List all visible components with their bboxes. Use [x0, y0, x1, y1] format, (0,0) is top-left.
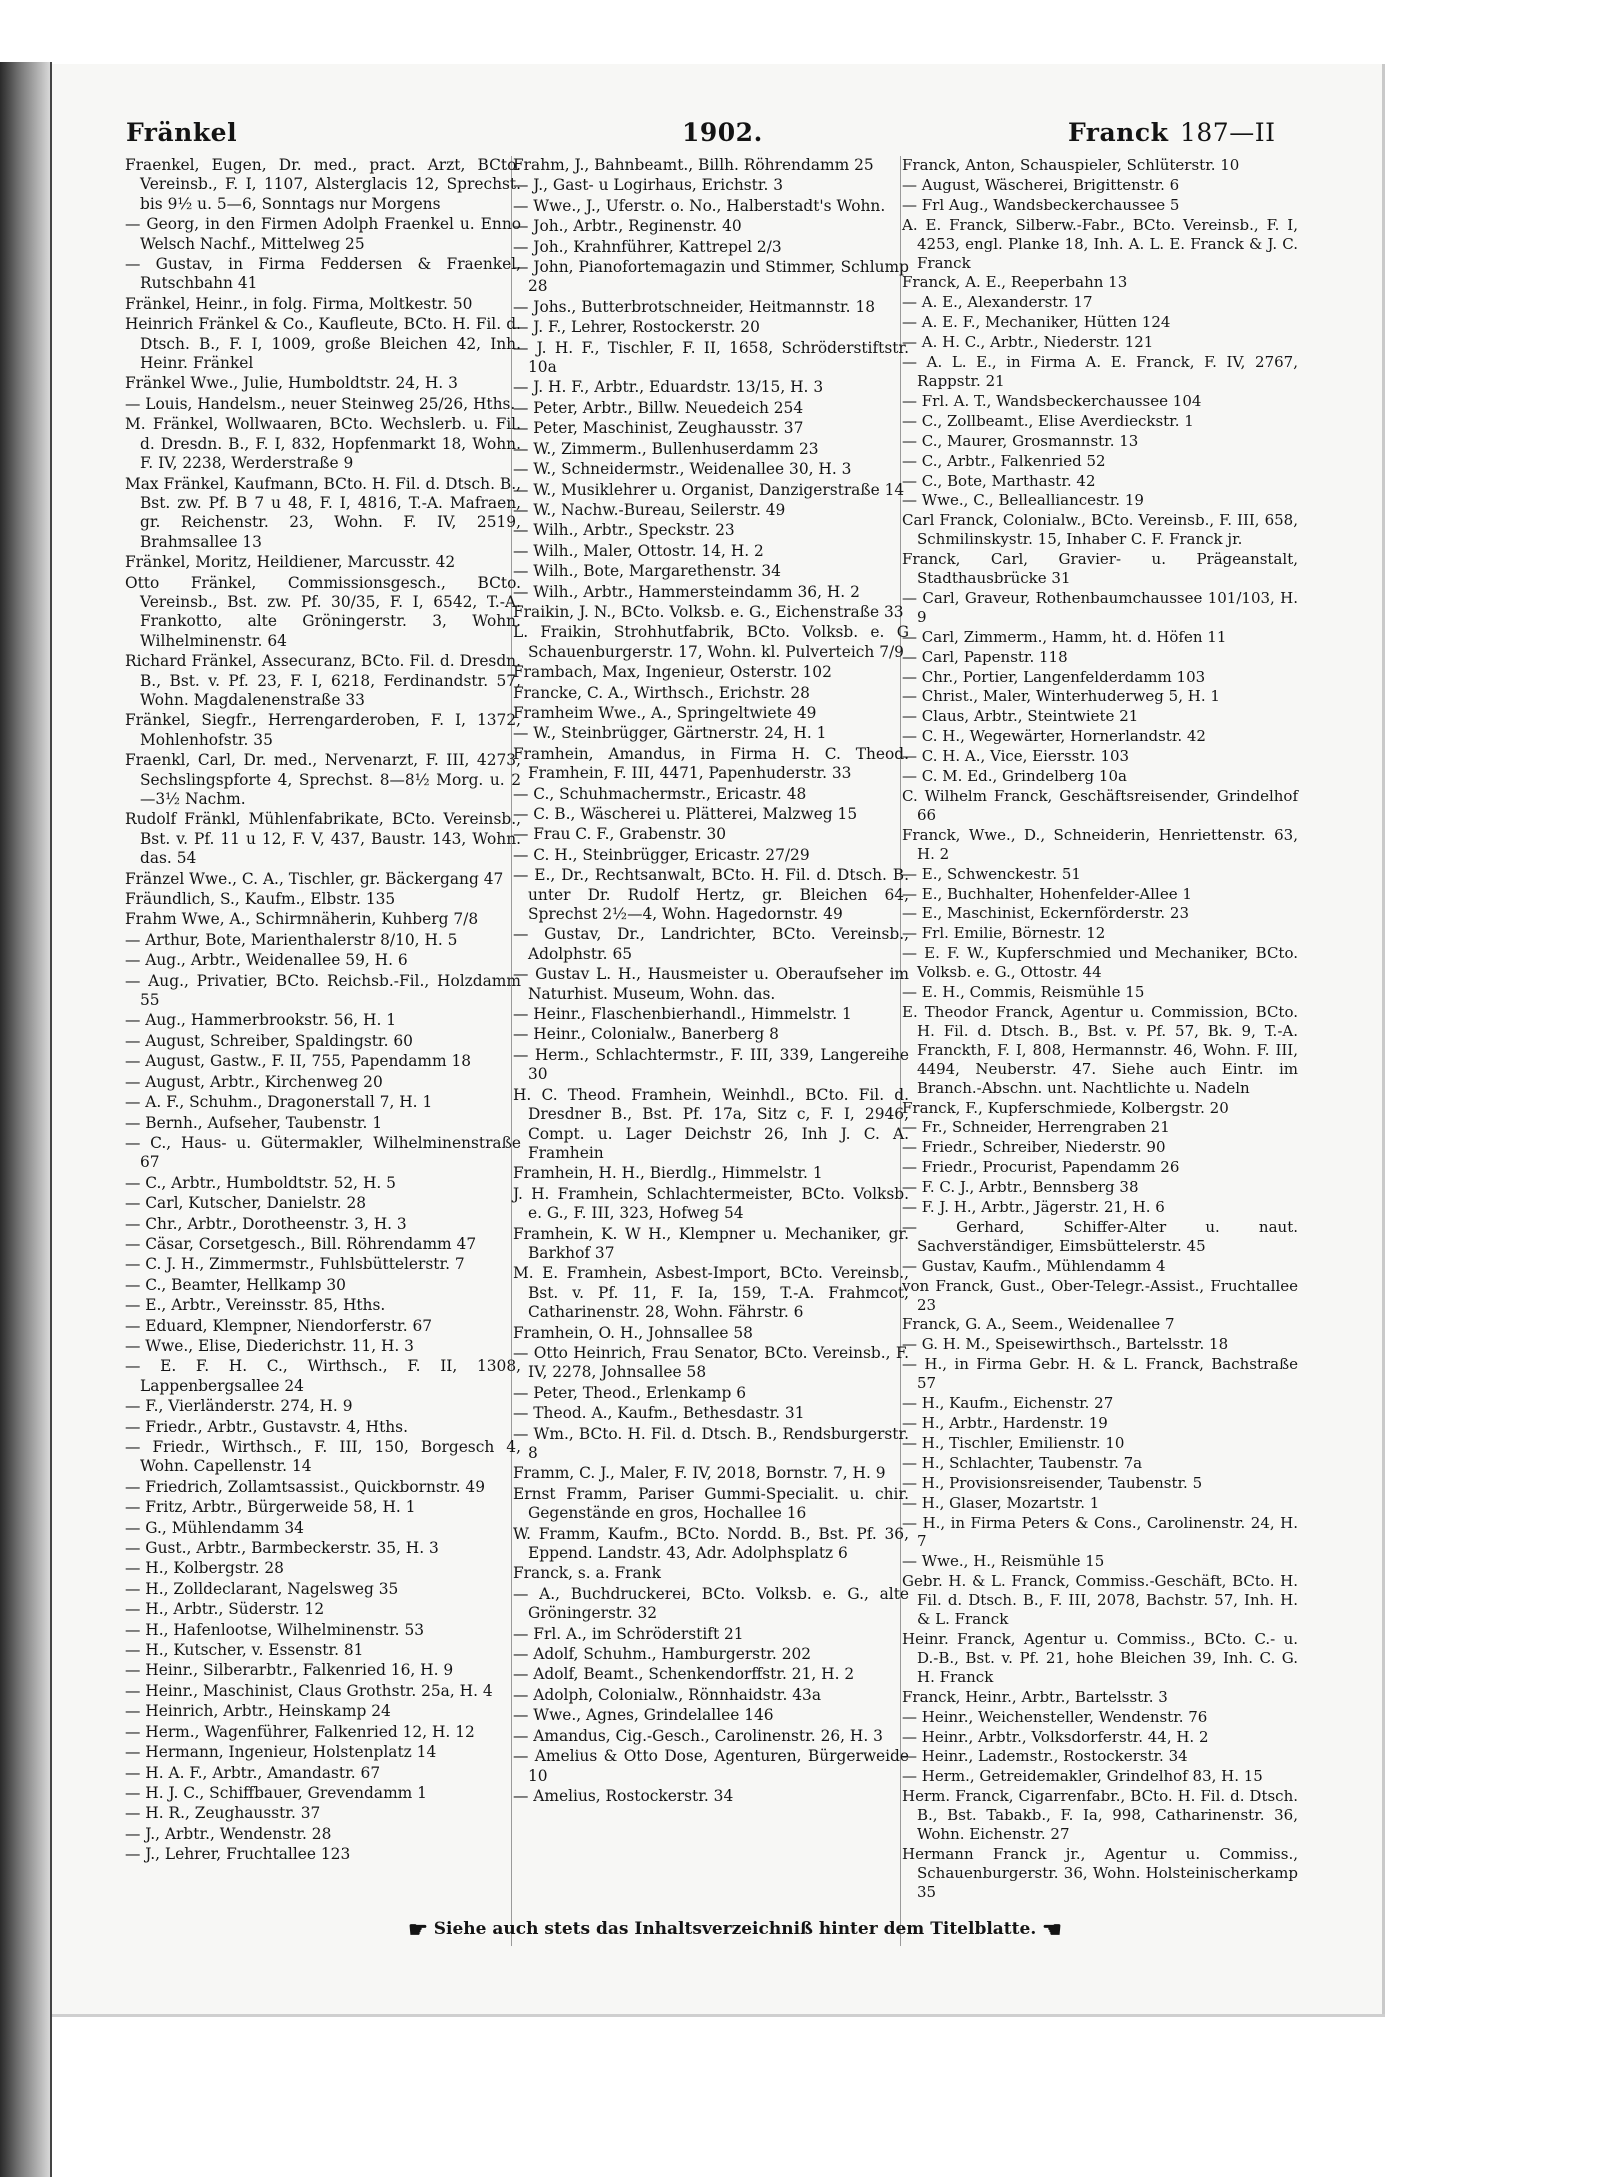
directory-entry: — F. J. H., Arbtr., Jägerstr. 21, H. 6: [902, 1198, 1165, 1217]
directory-entry: — E., Dr., Rechtsanwalt, BCto. H. Fil. d. Dtsch. B. unter Dr. Rudolf Hertz, gr. Bleichen 64, Sprechst 2½—4, Wohn. Hagedornstr. 49: [513, 866, 909, 924]
header-left-keyword: Fränkel: [126, 118, 238, 147]
directory-entry: — Peter, Maschinist, Zeughausstr. 37: [513, 419, 804, 438]
directory-entry: — J. F., Lehrer, Rostockerstr. 20: [513, 318, 760, 337]
directory-entry: — W., Schneidermstr., Weidenallee 30, H. 3: [513, 460, 852, 479]
directory-entry: — Wilh., Arbtr., Speckstr. 23: [513, 521, 735, 540]
directory-entry: — Friedr., Schreiber, Niederstr. 90: [902, 1138, 1166, 1157]
page-footer: [390, 1917, 1080, 1941]
directory-entry: — H., in Firma Gebr. H. & L. Franck, Bachstraße 57: [902, 1355, 1298, 1393]
directory-entry: — Otto Heinrich, Frau Senator, BCto. Vereinsb., F. IV, 2278, Johnsallee 58: [513, 1343, 909, 1382]
directory-entry: — C. H., Steinbrügger, Ericastr. 27/29: [513, 845, 810, 864]
directory-entry: — August, Gastw., F. II, 755, Papendamm 18: [125, 1052, 472, 1071]
directory-entry: — Chr., Portier, Langenfelderdamm 103: [902, 667, 1206, 686]
directory-entry: — Theod. A., Kaufm., Bethesdastr. 31: [513, 1404, 805, 1423]
directory-entry: — Wwe., Agnes, Grindelallee 146: [513, 1706, 774, 1725]
directory-entry: Fräundlich, S., Kaufm., Elbstr. 135: [125, 890, 396, 909]
directory-entry: Francke, C. A., Wirthsch., Erichstr. 28: [513, 683, 810, 702]
directory-entry: Fränkel, Siegfr., Herrengarderoben, F. I, 1372, Mohlenhofstr. 35: [125, 711, 521, 749]
directory-entry: Max Fränkel, Kaufmann, BCto. H. Fil. d. Dtsch. B., Bst. zw. Pf. B 7 u 48, F. I, 4816, T.-A. Mafraen, gr. Reichenstr. 23, Wohn. F. IV, 2519, Brahmsallee 13: [125, 474, 521, 551]
directory-entry: M. Fränkel, Wollwaaren, BCto. Wechslerb. u. Fil. d. Dresdn. B., F. I, 832, Hopfenmarkt 18, Wohn. F. IV, 2238, Werderstraße 9: [125, 415, 521, 473]
directory-entry: — Heinr., Weichensteller, Wendenstr. 76: [902, 1707, 1208, 1726]
directory-entry: — C. M. Ed., Grindelberg 10a: [902, 767, 1127, 786]
header-right-keyword: Franck: [1068, 118, 1169, 147]
directory-entry: — Chr., Arbtr., Dorotheenstr. 3, H. 3: [125, 1214, 407, 1233]
directory-entry: — Aug., Arbtr., Weidenallee 59, H. 6: [125, 951, 408, 970]
directory-entry: — H., Kaufm., Eichenstr. 27: [902, 1394, 1114, 1413]
directory-entry: — H. R., Zeughausstr. 37: [125, 1804, 321, 1823]
directory-entry: — C., Zollbeamt., Elise Averdieckstr. 1: [902, 411, 1194, 430]
directory-entry: — H., Tischler, Emilienstr. 10: [902, 1433, 1125, 1452]
directory-entry: — Georg, in den Firmen Adolph Fraenkel u. Enno Welsch Nachf., Mittelweg 25: [125, 215, 521, 253]
directory-entry: — W., Musiklehrer u. Organist, Danzigerstraße 14: [513, 480, 905, 499]
directory-entry: Gebr. H. & L. Franck, Commiss.-Geschäft, BCto. H. Fil. d. Dtsch. B., F. III, 2078, Bachstr. 57, Inh. H. & L. Franck: [902, 1572, 1298, 1629]
directory-entry: — Amelius, Rostockerstr. 34: [513, 1786, 734, 1805]
directory-entry: Fränkel Wwe., Julie, Humboldtstr. 24, H. 3: [125, 374, 458, 393]
directory-entry: — Gustav, Dr., Landrichter, BCto. Vereinsb., Adolphstr. 65: [513, 925, 909, 963]
directory-entry: W. Framm, Kaufm., BCto. Nordd. B., Bst. Pf. 36, Eppend. Landstr. 43, Adr. Adolphsplatz 6: [513, 1524, 909, 1563]
directory-entry: — Gustav, in Firma Feddersen & Fraenkel, Rutschbahn 41: [125, 255, 521, 293]
directory-entry: — Carl, Zimmerm., Hamm, ht. d. Höfen 11: [902, 627, 1227, 646]
directory-entry: Heinrich Fränkel & Co., Kaufleute, BCto. H. Fil. d. Dtsch. B., F. I, 1009, große Bleichen 42, Inh. Heinr. Fränkel: [125, 315, 521, 373]
directory-entry: Framm, C. J., Maler, F. IV, 2018, Bornstr. 7, H. 9: [513, 1464, 886, 1483]
directory-entry: Franck, F., Kupferschmiede, Kolbergstr. 20: [902, 1098, 1229, 1117]
directory-entry: — Carl, Kutscher, Danielstr. 28: [125, 1194, 367, 1213]
pointing-hand-right-icon: ☛: [408, 1917, 428, 1943]
directory-entry: — Friedrich, Zollamtsassist., Quickbornstr. 49: [125, 1477, 486, 1496]
directory-entry: — H. J. C., Schiffbauer, Grevendamm 1: [125, 1783, 427, 1802]
directory-column-2: [513, 156, 909, 1807]
directory-entry: C. Wilhelm Franck, Geschäftsreisender, Grindelhof 66: [902, 787, 1298, 824]
directory-entry: — J., Arbtr., Wendenstr. 28: [125, 1824, 332, 1843]
directory-entry: — J. H. F., Arbtr., Eduardstr. 13/15, H. 3: [513, 378, 824, 397]
directory-entry: — Adolf, Schuhm., Hamburgerstr. 202: [513, 1645, 812, 1664]
directory-entry: — Amandus, Cig.-Gesch., Carolinenstr. 26, H. 3: [513, 1726, 883, 1745]
directory-entry: — Arthur, Bote, Marienthalerstr 8/10, H. 5: [125, 930, 458, 949]
directory-entry: Fraikin, J. N., BCto. Volksb. e. G., Eichenstraße 33: [513, 602, 904, 621]
directory-entry: A. E. Franck, Silberw.-Fabr., BCto. Vereinsb., F. I, 4253, engl. Planke 18, Inh. A. L. E. Franck & J. C. Franck: [902, 215, 1298, 272]
directory-entry: — Carl, Graveur, Rothenbaumchaussee 101/103, H. 9: [902, 588, 1298, 626]
directory-entry: Franck, Anton, Schauspieler, Schlüterstr. 10: [902, 156, 1240, 174]
directory-entry: — H., Kutscher, v. Essenstr. 81: [125, 1641, 364, 1660]
directory-entry: — Friedr., Procurist, Papendamm 26: [902, 1158, 1180, 1177]
directory-entry: — A. E. F., Mechaniker, Hütten 124: [902, 313, 1171, 332]
directory-entry: — Bernh., Aufseher, Taubenstr. 1: [125, 1113, 383, 1132]
page-bottom-edge: [52, 2014, 1385, 2017]
directory-entry: — Fritz, Arbtr., Bürgerweide 58, H. 1: [125, 1498, 416, 1517]
directory-entry: — Hermann, Ingenieur, Holstenplatz 14: [125, 1743, 437, 1762]
directory-entry: — C., Schuhmachermstr., Ericastr. 48: [513, 784, 807, 803]
directory-entry: — Gust., Arbtr., Barmbeckerstr. 35, H. 3: [125, 1539, 439, 1558]
directory-entry: — C., Maurer, Grosmannstr. 13: [902, 431, 1139, 450]
directory-entry: — Frl Aug., Wandsbeckerchaussee 5: [902, 195, 1180, 214]
directory-entry: H. C. Theod. Framhein, Weinhdl., BCto. Fil. d. Dresdner B., Bst. Pf. 17a, Sitz c, F. I, 2946, Compt. u. Lager Deichstr 26, Inh J. C. A. Framhein: [513, 1085, 909, 1162]
directory-entry: — Wwe., H., Reismühle 15: [902, 1552, 1105, 1571]
directory-entry: — Adolf, Beamt., Schenkendorffstr. 21, H. 2: [513, 1665, 855, 1684]
directory-entry: Framhein, Amandus, in Firma H. C. Theod. Framhein, F. III, 4471, Papenhuderstr. 33: [513, 744, 909, 783]
directory-entry: — A., Buchdruckerei, BCto. Volksb. e. G., alte Gröningerstr. 32: [513, 1584, 909, 1623]
directory-entry: L. Fraikin, Strohhutfabrik, BCto. Volksb. e. G Schauenburgerstr. 17, Wohn. kl. Pulverteich 7/9: [513, 623, 909, 661]
directory-entry: — Eduard, Klempner, Niendorferstr. 67: [125, 1316, 433, 1335]
directory-entry: — C., Haus- u. Gütermakler, Wilhelminenstraße 67: [125, 1133, 521, 1172]
directory-entry: — Joh., Krahnführer, Kattrepel 2/3: [513, 237, 782, 256]
directory-entry: J. H. Framhein, Schlachtermeister, BCto. Volksb. e. G., F. III, 323, Hofweg 54: [513, 1184, 909, 1223]
directory-entry: Hermann Franck jr., Agentur u. Commiss., Schauenburgerstr. 36, Wohn. Holsteinischerkamp 35: [902, 1844, 1298, 1901]
directory-entry: — Christ., Maler, Winterhuderweg 5, H. 1: [902, 687, 1220, 706]
directory-entry: Frambach, Max, Ingenieur, Osterstr. 102: [513, 663, 832, 682]
page-edge: [1382, 64, 1385, 2014]
page-number: 187—II: [1180, 118, 1276, 147]
directory-entry: — J. H. F., Tischler, F. II, 1658, Schröderstiftstr. 10a: [513, 338, 909, 377]
directory-entry: — G., Mühlendamm 34: [125, 1518, 304, 1537]
directory-entry: — Carl, Papenstr. 118: [902, 647, 1068, 666]
directory-entry: — A. F., Schuhm., Dragonerstall 7, H. 1: [125, 1093, 433, 1112]
directory-entry: — Claus, Arbtr., Steintwiete 21: [902, 707, 1139, 726]
directory-entry: — A. H. C., Arbtr., Niederstr. 121: [902, 333, 1154, 352]
directory-entry: — Heinr., Flaschenbierhandl., Himmelstr. 1: [513, 1005, 852, 1024]
directory-entry: Frahm, J., Bahnbeamt., Billh. Röhrendamm 25: [513, 156, 874, 174]
directory-entry: — Heinr., Silberarbtr., Falkenried 16, H. 9: [125, 1661, 454, 1680]
directory-entry: — H., Glaser, Mozartstr. 1: [902, 1493, 1100, 1512]
directory-entry: — Friedr., Wirthsch., F. III, 150, Borgesch 4, Wohn. Capellenstr. 14: [125, 1438, 521, 1476]
directory-entry: — H., Arbtr., Süderstr. 12: [125, 1600, 325, 1619]
directory-entry: — A. L. E., in Firma A. E. Franck, F. IV, 2767, Rappstr. 21: [902, 353, 1298, 390]
directory-entry: — Herm., Wagenführer, Falkenried 12, H. 12: [125, 1722, 475, 1741]
directory-entry: — Wilh., Arbtr., Hammersteindamm 36, H. 2: [513, 582, 860, 601]
directory-entry: — Frau C. F., Grabenstr. 30: [513, 825, 727, 844]
directory-entry: — Aug., Privatier, BCto. Reichsb.-Fil., Holzdamm 55: [125, 971, 521, 1010]
directory-entry: — C., Arbtr., Falkenried 52: [902, 451, 1106, 470]
directory-entry: — C., Arbtr., Humboldtstr. 52, H. 5: [125, 1173, 396, 1192]
directory-entry: Franck, Wwe., D., Schneiderin, Henriettenstr. 63, H. 2: [902, 825, 1298, 863]
directory-entry: — Cäsar, Corsetgesch., Bill. Röhrendamm 47: [125, 1234, 477, 1253]
directory-entry: — A. E., Alexanderstr. 17: [902, 293, 1093, 312]
directory-entry: von Franck, Gust., Ober-Telegr.-Assist., Fruchtallee 23: [902, 1276, 1298, 1314]
directory-entry: Heinr. Franck, Agentur u. Commiss., BCto. C.- u. D.-B., Bst. v. Pf. 21, hohe Bleichen 39, Inh. C. G. H. Franck: [902, 1629, 1298, 1686]
page-header: [118, 118, 1348, 152]
directory-entry: — Wwe., C., Bellealliancestr. 19: [902, 491, 1144, 510]
directory-entry: — Wwe., J., Uferstr. o. No., Halberstadt's Wohn.: [513, 196, 886, 215]
directory-entry: — C. H. A., Vice, Eiersstr. 103: [902, 747, 1130, 766]
directory-entry: — G. H. M., Speisewirthsch., Bartelsstr. 18: [902, 1335, 1229, 1354]
directory-entry: — Gerhard, Schiffer-Alter u. naut. Sachverständiger, Eimsbüttelerstr. 45: [902, 1217, 1298, 1255]
directory-entry: — August, Arbtr., Kirchenweg 20: [125, 1072, 383, 1091]
directory-entry: Franck, A. E., Reeperbahn 13: [902, 273, 1128, 292]
directory-entry: Fraenkl, Carl, Dr. med., Nervenarzt, F. III, 4273, Sechslingspforte 4, Sprechst. 8—8½ Morg. u. 2—3½ Nachm.: [125, 751, 521, 808]
directory-entry: Ernst Framm, Pariser Gummi-Specialit. u. chir. Gegenstände en gros, Hochallee 16: [513, 1484, 909, 1523]
directory-entry: — Gustav L. H., Hausmeister u. Oberaufseher im Naturhist. Museum, Wohn. das.: [513, 965, 909, 1003]
directory-entry: Franck, G. A., Seem., Weidenallee 7: [902, 1315, 1175, 1334]
directory-entry: M. E. Framhein, Asbest-Import, BCto. Vereinsb., Bst. v. Pf. 11, F. Ia, 159, T.-A. Frahmcot, Catharinenstr. 28, Wohn. Fährstr. 6: [513, 1264, 909, 1322]
directory-entry: Frahm Wwe, A., Schirmnäherin, Kuhberg 7/8: [125, 910, 479, 929]
directory-entry: — Herm., Getreidemakler, Grindelhof 83, H. 15: [902, 1767, 1263, 1786]
directory-entry: — E., Arbtr., Vereinsstr. 85, Hths.: [125, 1296, 386, 1315]
directory-entry: — W., Nachw.-Bureau, Seilerstr. 49: [513, 500, 786, 519]
directory-entry: — Frl. A., im Schröderstift 21: [513, 1624, 744, 1643]
directory-entry: — C. J. H., Zimmermstr., Fuhlsbüttelerstr. 7: [125, 1255, 465, 1274]
directory-entry: — H., in Firma Peters & Cons., Carolinenstr. 24, H. 7: [902, 1513, 1298, 1551]
directory-entry: — W., Zimmerm., Bullenhuserdamm 23: [513, 439, 819, 458]
directory-entry: — John, Pianofortemagazin und Stimmer, Schlump 28: [513, 258, 909, 296]
directory-column-3: [902, 156, 1298, 1903]
pointing-hand-left-icon: ☚: [1042, 1917, 1062, 1943]
directory-entry: — F., Vierländerstr. 274, H. 9: [125, 1397, 353, 1416]
directory-entry: — C., Beamter, Hellkamp 30: [125, 1275, 346, 1294]
directory-entry: — August, Schreiber, Spaldingstr. 60: [125, 1031, 413, 1050]
directory-entry: — H., Schlachter, Taubenstr. 7a: [902, 1453, 1143, 1472]
directory-entry: Framhein, H. H., Bierdlg., Himmelstr. 1: [513, 1164, 823, 1183]
directory-entry: — Herm., Schlachtermstr., F. III, 339, Langereihe 30: [513, 1045, 909, 1084]
directory-entry: Franck, Heinr., Arbtr., Bartelsstr. 3: [902, 1687, 1168, 1706]
directory-entry: — Heinr., Colonialw., Banerberg 8: [513, 1025, 779, 1044]
directory-entry: Fraenkel, Eugen, Dr. med., pract. Arzt, BCto. Vereinsb., F. I, 1107, Alsterglacis 12, Sprechst. bis 9½ u. 5—6, Sonntags nur Morgens: [125, 156, 521, 213]
directory-entry: — W., Steinbrügger, Gärtnerstr. 24, H. 1: [513, 724, 827, 743]
directory-entry: Framheim Wwe., A., Springeltwiete 49: [513, 703, 817, 722]
directory-entry: — F. C. J., Arbtr., Bennsberg 38: [902, 1178, 1139, 1197]
directory-entry: — Heinr., Lademstr., Rostockerstr. 34: [902, 1747, 1188, 1766]
directory-entry: — Amelius & Otto Dose, Agenturen, Bürgerweide 10: [513, 1747, 909, 1785]
book-gutter-shadow: [0, 62, 50, 2177]
directory-entry: Herm. Franck, Cigarrenfabr., BCto. H. Fil. d. Dtsch. B., Bst. Tabakb., F. Ia, 998, Catharinenstr. 36, Wohn. Eichenstr. 27: [902, 1787, 1298, 1844]
directory-entry: Otto Fränkel, Commissionsgesch., BCto. Vereinsb., Bst. zw. Pf. 30/35, F. I, 6542, T.-A. Frankotto, alte Gröningerstr. 3, Wohn. Wilhelminenstr. 64: [125, 573, 521, 650]
directory-entry: — Louis, Handelsm., neuer Steinweg 25/26, Hths.: [125, 394, 516, 413]
directory-entry: — Wilh., Bote, Margarethenstr. 34: [513, 562, 781, 581]
directory-entry: — E. F. H. C., Wirthsch., F. II, 1308, Lappenbergsallee 24: [125, 1357, 521, 1395]
directory-entry: — Johs., Butterbrotschneider, Heitmannstr. 18: [513, 297, 876, 316]
directory-entry: — Wwe., Elise, Diederichstr. 11, H. 3: [125, 1336, 414, 1355]
directory-entry: — Fr., Schneider, Herrengraben 21: [902, 1118, 1170, 1137]
directory-entry: — Heinr., Arbtr., Volksdorferstr. 44, H. 2: [902, 1727, 1209, 1746]
directory-entry: — C. B., Wäscherei u. Plätterei, Malzweg 15: [513, 805, 858, 823]
directory-entry: — Heinr., Maschinist, Claus Grothstr. 25a, H. 4: [125, 1681, 493, 1700]
directory-entry: — Friedr., Arbtr., Gustavstr. 4, Hths.: [125, 1417, 408, 1436]
directory-entry: — H. A. F., Arbtr., Amandastr. 67: [125, 1763, 381, 1782]
directory-column-1: [125, 156, 521, 1866]
header-year: 1902.: [682, 118, 763, 147]
directory-entry: — H., Provisionsreisender, Taubenstr. 5: [902, 1473, 1203, 1492]
directory-entry: — Aug., Hammerbrookstr. 56, H. 1: [125, 1011, 397, 1030]
directory-entry: Richard Fränkel, Assecuranz, BCto. Fil. d. Dresdn. B., Bst. v. Pf. 23, F. I, 6218, Ferdinandstr. 57, Wohn. Magdalenenstraße 33: [125, 652, 521, 709]
directory-entry: Carl Franck, Colonialw., BCto. Vereinsb., F. III, 658, Schmilinskystr. 15, Inhaber C. F. Franck jr.: [902, 511, 1298, 549]
directory-entry: — C., Bote, Marthastr. 42: [902, 471, 1096, 490]
directory-entry: — August, Wäscherei, Brigittenstr. 6: [902, 175, 1180, 194]
directory-entry: — Peter, Theod., Erlenkamp 6: [513, 1383, 747, 1402]
directory-entry: — J., Gast- u Logirhaus, Erichstr. 3: [513, 176, 784, 195]
directory-entry: — H., Arbtr., Hardenstr. 19: [902, 1414, 1108, 1432]
directory-entry: — E., Schwenckestr. 51: [902, 864, 1081, 883]
directory-entry: Franck, s. a. Frank: [513, 1564, 661, 1583]
directory-entry: Framhein, K. W H., Klempner u. Mechaniker, gr. Barkhof 37: [513, 1224, 909, 1262]
directory-entry: — E. H., Commis, Reismühle 15: [902, 983, 1145, 1002]
directory-entry: Framhein, O. H., Johnsallee 58: [513, 1323, 753, 1342]
directory-entry: — H., Kolbergstr. 28: [125, 1559, 284, 1578]
footer-note: Siehe auch stets das Inhaltsverzeichniß hinter dem Titelblatte.: [433, 1919, 1037, 1939]
directory-entry: — J., Lehrer, Fruchtallee 123: [125, 1845, 351, 1864]
directory-entry: — Peter, Arbtr., Billw. Neuedeich 254: [513, 398, 804, 417]
directory-entry: — C. H., Wegewärter, Hornerlandstr. 42: [902, 727, 1206, 746]
directory-entry: E. Theodor Franck, Agentur u. Commission, BCto. H. Fil. d. Dtsch. B., Bst. v. Pf. 57, Bk. 9, T.-A. Franckth, F. I, 808, Hermannstr. 46, Wohn. F. III, 4494, Neuberstr. 47. Siehe auch Eintr. im Branch.-Abschn. unt. Nachtlichte u. Nadeln: [902, 1002, 1298, 1097]
directory-entry: — H., Hafenlootse, Wilhelminenstr. 53: [125, 1620, 425, 1639]
directory-entry: — Heinrich, Arbtr., Heinskamp 24: [125, 1702, 391, 1721]
directory-entry: — E. F. W., Kupferschmied und Mechaniker, BCto. Volksb. e. G., Ottostr. 44: [902, 944, 1298, 982]
directory-entry: Rudolf Fränkl, Mühlenfabrikate, BCto. Vereinsb., Bst. v. Pf. 11 u 12, F. V, 437, Baustr. 143, Wohn. das. 54: [125, 810, 521, 868]
directory-entry: — Gustav, Kaufm., Mühlendamm 4: [902, 1256, 1166, 1275]
directory-entry: — E., Buchhalter, Hohenfelder-Allee 1: [902, 884, 1192, 903]
directory-entry: Fränkel, Moritz, Heildiener, Marcusstr. 42: [125, 553, 456, 572]
directory-entry: — Wilh., Maler, Ottostr. 14, H. 2: [513, 541, 764, 560]
directory-entry: Fränzel Wwe., C. A., Tischler, gr. Bäckergang 47: [125, 869, 504, 888]
directory-entry: — Joh., Arbtr., Reginenstr. 40: [513, 217, 742, 236]
directory-entry: — Frl. Emilie, Börnestr. 12: [902, 924, 1106, 943]
directory-entry: — E., Maschinist, Eckernförderstr. 23: [902, 904, 1190, 923]
directory-entry: — Frl. A. T., Wandsbeckerchaussee 104: [902, 391, 1202, 410]
directory-entry: Fränkel, Heinr., in folg. Firma, Moltkestr. 50: [125, 294, 473, 313]
directory-entry: — H., Zolldeclarant, Nagelsweg 35: [125, 1579, 399, 1598]
directory-entry: — Adolph, Colonialw., Rönnhaidstr. 43a: [513, 1685, 822, 1704]
directory-entry: — Wm., BCto. H. Fil. d. Dtsch. B., Rendsburgerstr. 8: [513, 1424, 909, 1462]
directory-entry: Franck, Carl, Gravier- u. Prägeanstalt, Stadthausbrücke 31: [902, 550, 1298, 588]
